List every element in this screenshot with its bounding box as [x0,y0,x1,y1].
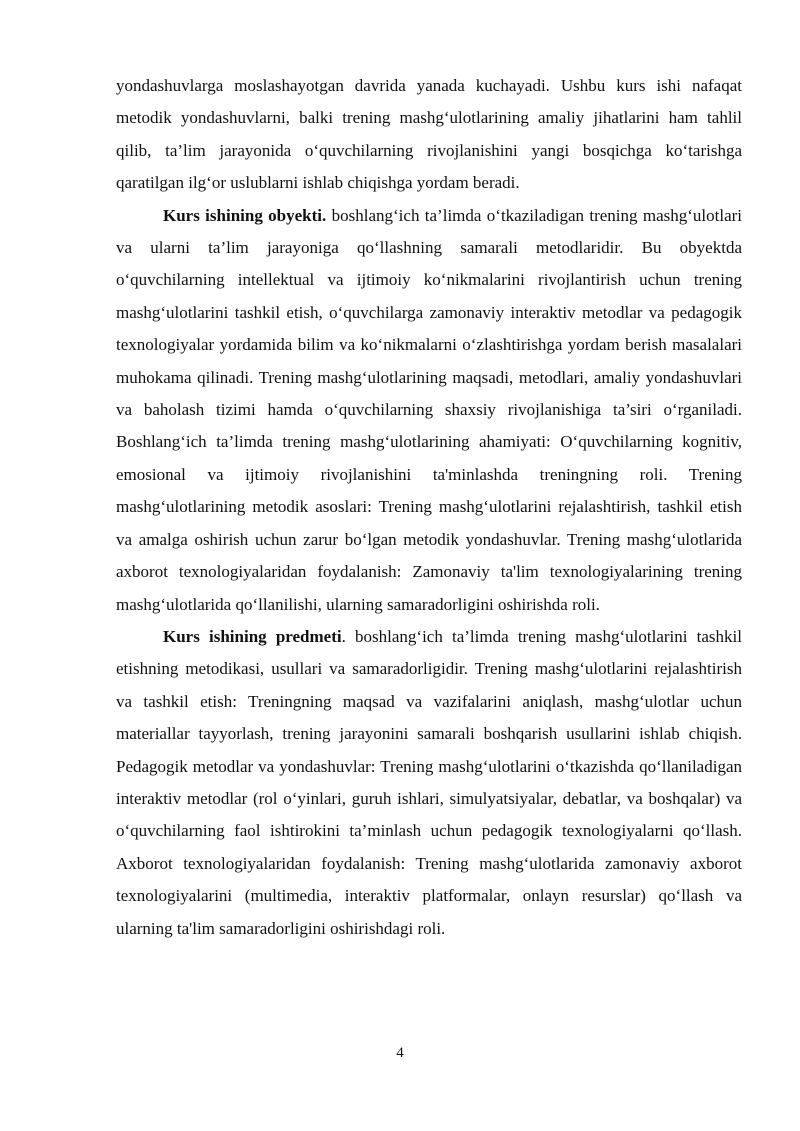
paragraph-heading-object: Kurs ishining obyekti. [163,205,327,225]
paragraph-text: . boshlang‘ich ta’limda trening mashg‘ulotlarini tashkil etishning metodikasi, usullari va samaradorligidir. Trening mashg‘ulotlarini rejalashtirish va tashkil etish: Treningning maqsad va vazifalarini aniqlash, mashg‘ulotlar uchun materiallar tayyorlash, trening jarayonini samarali boshqarish usullarini ishlab chiqish. Pedagogik metodlar va yondashuvlar: Trening mashg‘ulotlarini o‘tkazishda qo‘llaniladigan interaktiv metodlar (rol o‘yinlari, guruh ishlari, simulyatsiyalar, debatlar, va boshqalar) va o‘quvchilarning faol ishtirokini ta’minlash uchun pedagogik texnologiyalarni qo‘llash. Axborot texnologiyalaridan foydalanish: Trening mashg‘ulotlarida zamonaviy axborot texnologiyalarini (multimedia, interaktiv platformalar, onlayn resurslar) qo‘llash va ularning ta'lim samaradorligini oshirishdagi roli. [116,626,742,938]
document-page [116,70,742,945]
paragraph-text: boshlang‘ich ta’limda o‘tkaziladigan trening mashg‘ulotlari va ularni ta’lim jarayoniga qo‘llashning samarali metodlaridir. Bu obyektda o‘quvchilarning intellektual va ijtimoiy ko‘nikmalarini rivojlantirish uchun trening mashg‘ulotlarini tashkil etish, o‘quvchilarga zamonaviy interaktiv metodlar va pedagogik texnologiyalar yordamida bilim va ko‘nikmalarni o‘zlashtirishga yordam berish masalalari muhokama qilinadi. Trening mashg‘ulotlarining maqsadi, metodlari, amaliy yondashuvlari va baholash tizimi hamda o‘quvchilarning shaxsiy rivojlanishiga ta’siri o‘rganiladi. Boshlang‘ich ta’limda trening mashg‘ulotlarining ahamiyati: O‘quvchilarning kognitiv, emosional va ijtimoiy rivojlanishini ta'minlashda treningning roli. Trening mashg‘ulotlarining metodik asoslari: Trening mashg‘ulotlarini rejalashtirish, tashkil etish va amalga oshirish uchun zarur bo‘lgan metodik yondashuvlar. Trening mashg‘ulotlarida axborot texnologiyalaridan foydalanish: Zamonaviy ta'lim texnologiyalarining trening mashg‘ulotlarida qo‘llanilishi, ularning samaradorligini oshirishda roli. [116,205,743,614]
paragraph-intro-continuation [116,70,742,200]
paragraph-heading-subject: Kurs ishining predmeti [163,626,342,646]
paragraph-course-object [116,200,742,621]
paragraph-text: yondashuvlarga moslashayotgan davrida yanada kuchayadi. Ushbu kurs ishi nafaqat metodik yondashuvlarni, balki trening mashg‘ulotlarining amaliy jihatlarini ham tahlil qilib, ta’lim jarayonida o‘quvchilarning rivojlanishini yangi bosqichga ko‘tarishga qaratilgan ilg‘or uslublarni ishlab chiqishga yordam beradi. [116,76,742,193]
paragraph-course-subject [116,621,742,945]
page-number: 4 [396,1045,404,1061]
